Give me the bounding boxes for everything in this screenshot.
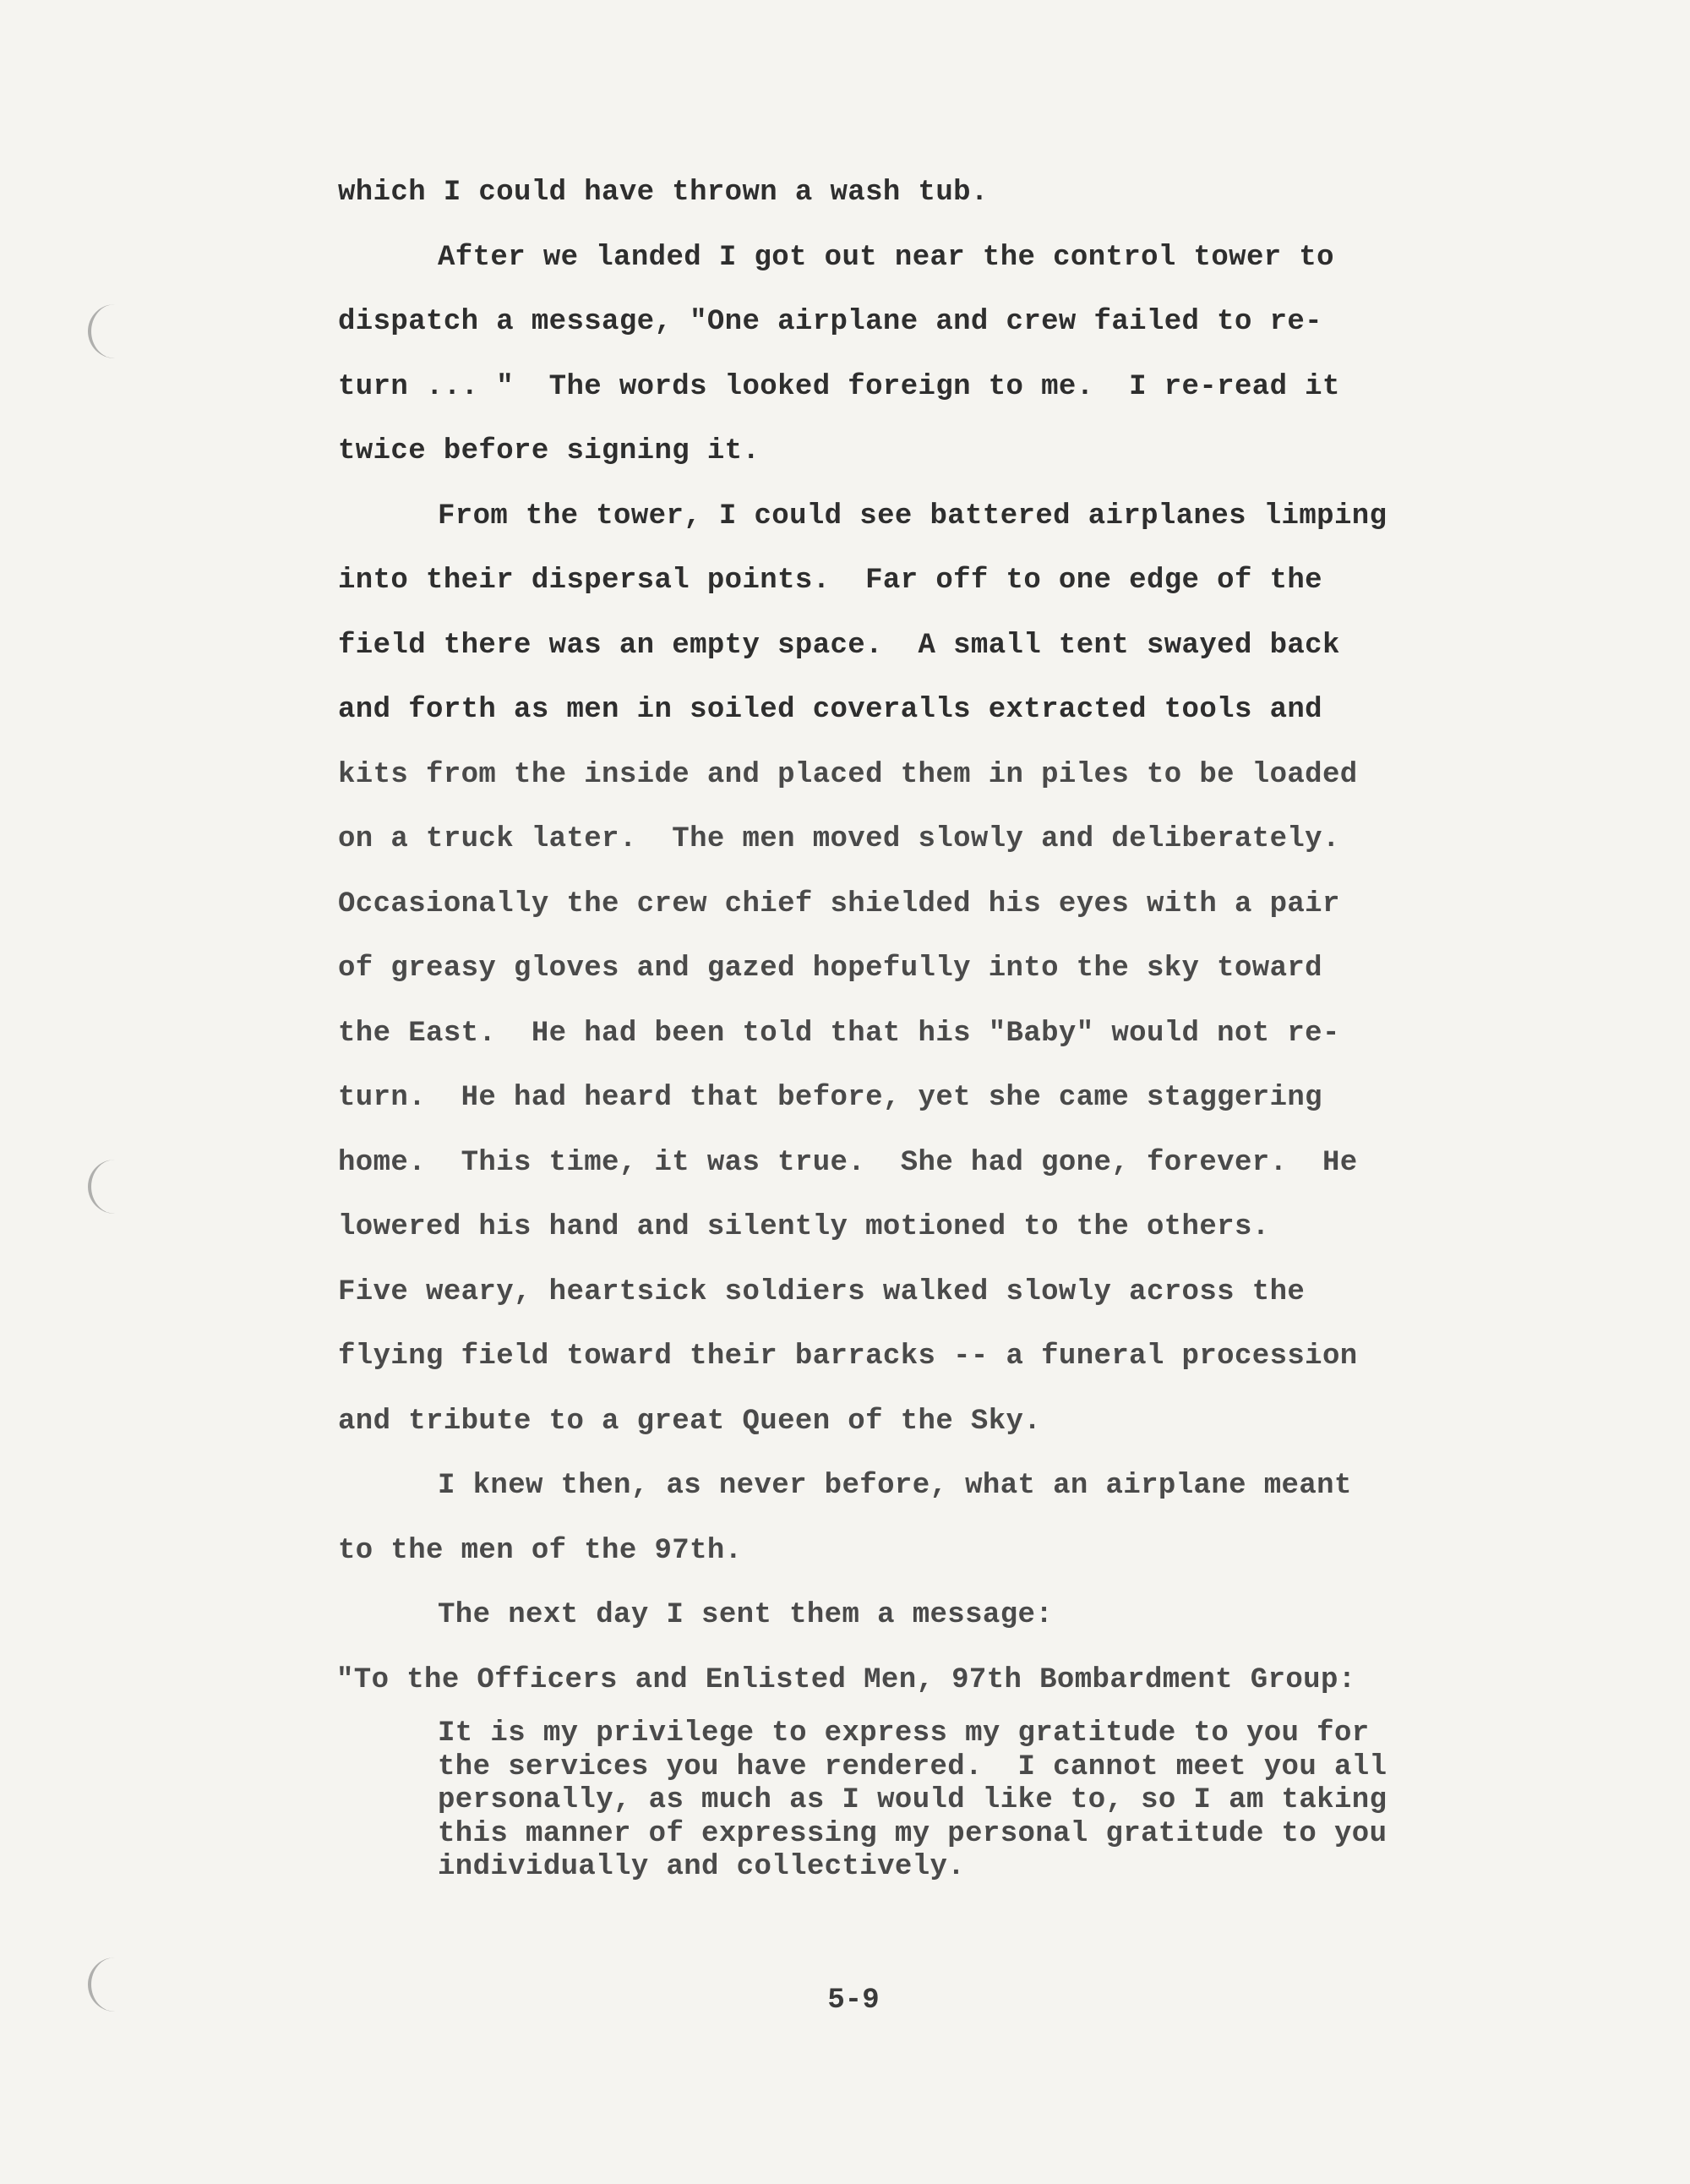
body-line: From the tower, I could see battered airplanes limping bbox=[438, 500, 1387, 532]
body-line: turn. He had heard that before, yet she came staggering bbox=[338, 1082, 1322, 1114]
body-line: home. This time, it was true. She had gone, forever. He bbox=[338, 1146, 1358, 1179]
body-line: dispatch a message, "One airplane and crew failed to re- bbox=[338, 306, 1322, 338]
body-line: turn ... " The words looked foreign to me. I re-read it bbox=[338, 370, 1340, 403]
typed-text-body bbox=[338, 161, 1504, 1885]
quote-line: personally, as much as I would like to, so I am taking bbox=[438, 1784, 1387, 1816]
quote-line: the services you have rendered. I cannot meet you all bbox=[438, 1750, 1387, 1783]
salutation-line: "To the Officers and Enlisted Men, 97th Bombardment Group: bbox=[336, 1663, 1356, 1696]
body-line: After we landed I got out near the control tower to bbox=[438, 241, 1334, 274]
body-line: on a truck later. The men moved slowly and deliberately. bbox=[338, 823, 1340, 855]
body-line: the East. He had been told that his "Baby" would not re- bbox=[338, 1017, 1340, 1050]
page-number: 5-9 bbox=[827, 1985, 880, 2017]
quoted-message bbox=[338, 1717, 1504, 1885]
body-line: to the men of the 97th. bbox=[338, 1534, 743, 1567]
quote-line: individually and collectively. bbox=[438, 1851, 966, 1883]
body-line: and forth as men in soiled coveralls extracted tools and bbox=[338, 694, 1322, 726]
body-line: I knew then, as never before, what an airplane meant bbox=[438, 1470, 1352, 1502]
body-line: field there was an empty space. A small tent swayed back bbox=[338, 629, 1340, 662]
body-line: The next day I sent them a message: bbox=[438, 1599, 1054, 1631]
body-line: which I could have thrown a wash tub. bbox=[338, 177, 989, 209]
body-line: kits from the inside and placed them in piles to be loaded bbox=[338, 758, 1358, 791]
body-line: and tribute to a great Queen of the Sky. bbox=[338, 1405, 1042, 1438]
quote-line: this manner of expressing my personal gratitude to you bbox=[438, 1817, 1387, 1850]
body-line: Occasionally the crew chief shielded his eyes with a pair bbox=[338, 887, 1340, 920]
punch-hole-middle bbox=[88, 1160, 142, 1214]
body-line: Five weary, heartsick soldiers walked slowly across the bbox=[338, 1275, 1306, 1308]
punch-hole-top bbox=[88, 304, 142, 358]
body-line: flying field toward their barracks -- a funeral procession bbox=[338, 1340, 1358, 1373]
quote-line: It is my privilege to express my gratitude to you for bbox=[438, 1717, 1370, 1750]
body-line: lowered his hand and silently motioned to the others. bbox=[338, 1211, 1270, 1243]
body-line: of greasy gloves and gazed hopefully into the sky toward bbox=[338, 953, 1322, 985]
body-line: into their dispersal points. Far off to one edge of the bbox=[338, 565, 1322, 597]
body-line: twice before signing it. bbox=[338, 435, 760, 467]
